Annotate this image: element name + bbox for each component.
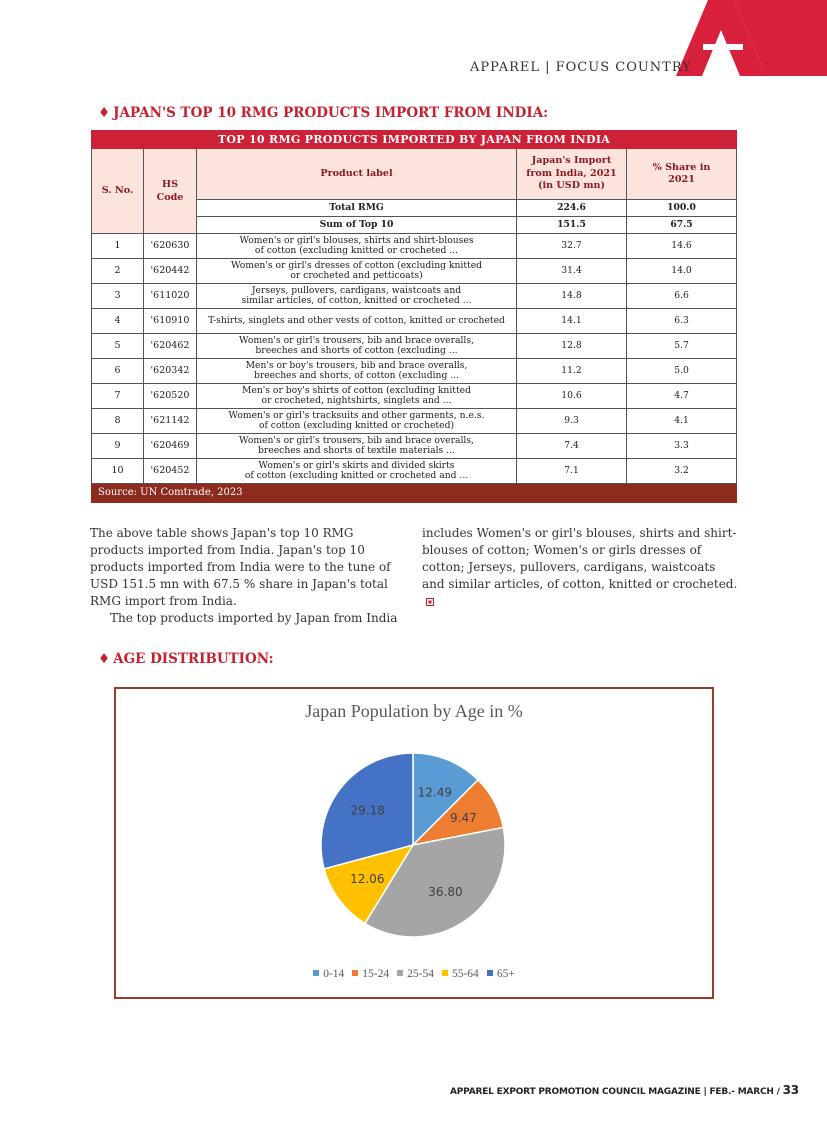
- summary-import: 151.5: [517, 217, 627, 234]
- cell-product: [197, 409, 517, 434]
- cell-sno: 2: [92, 259, 144, 284]
- product-line: of cotton (excluding knitted or crocheted): [258, 420, 455, 431]
- product-line: Men's or boy's shirts of cotton (excluding knitted: [242, 385, 471, 397]
- cell-hs: '620462: [144, 334, 197, 359]
- legend-label: 65+: [496, 968, 515, 980]
- cell-hs: '620442: [144, 259, 197, 284]
- cell-sno: 3: [92, 284, 144, 309]
- legend-label: 25-54: [407, 968, 434, 980]
- cell-share: 4.1: [627, 409, 737, 434]
- cell-import: 31.4: [517, 259, 627, 284]
- product-line: Women's or girl's dresses of cotton (excluding knitted: [230, 260, 483, 272]
- legend-label: 15-24: [362, 968, 390, 980]
- page-footer: [450, 1083, 799, 1097]
- heading-text: AGE DISTRIBUTION:: [113, 651, 274, 667]
- cell-hs: '611020: [144, 284, 197, 309]
- pie-svg: [116, 689, 712, 997]
- cell-sno: 5: [92, 334, 144, 359]
- table-row: [92, 334, 737, 359]
- legend-item: [352, 968, 389, 980]
- paragraph: [422, 525, 738, 610]
- pie-data-label: 9.47: [450, 811, 477, 826]
- legend-swatch: [487, 970, 493, 976]
- table-row: [92, 259, 737, 284]
- product-line: of cotton (excluding knitted or crocheted and ...: [244, 470, 469, 481]
- product-line: breeches and shorts of cotton (excluding ...: [255, 345, 458, 356]
- cell-share: 5.7: [627, 334, 737, 359]
- cell-share: 5.0: [627, 359, 737, 384]
- cell-import: 10.6: [517, 384, 627, 409]
- legend-swatch: [397, 970, 403, 976]
- table-row: [92, 309, 737, 334]
- section-label: APPAREL | FOCUS COUNTRY: [470, 60, 692, 75]
- pie-data-label: 12.06: [350, 872, 385, 887]
- pie-data-label: 12.49: [417, 785, 452, 800]
- cell-share: 6.6: [627, 284, 737, 309]
- cell-product: [197, 234, 517, 259]
- cell-product: [197, 284, 517, 309]
- footer-text: APPAREL EXPORT PROMOTION COUNCIL MAGAZINE | FEB.- MARCH /: [450, 1087, 780, 1097]
- cell-import: 7.1: [517, 459, 627, 484]
- cell-hs: '620469: [144, 434, 197, 459]
- product-line: similar articles, of cotton, knitted or crocheted ...: [241, 295, 472, 306]
- product-line: breeches and shorts, of cotton (excluding ...: [253, 370, 460, 381]
- col-header-share: % Share in 2021: [627, 149, 737, 200]
- cell-sno: 1: [92, 234, 144, 259]
- product-line: Men's or boy's trousers, bib and brace overalls,: [245, 360, 468, 372]
- cell-product: [197, 434, 517, 459]
- diamond-bullet-icon: ♦: [98, 105, 111, 121]
- cell-product: [197, 259, 517, 284]
- legend-label: 0-14: [323, 968, 345, 980]
- product-line: breeches and shorts of textile materials ...: [258, 445, 455, 456]
- chart-title: Japan Population by Age in %: [305, 701, 523, 721]
- summary-share: 67.5: [627, 217, 737, 234]
- cell-product: [197, 359, 517, 384]
- table-row: [92, 434, 737, 459]
- legend-swatch: [442, 970, 448, 976]
- summary-label: Sum of Top 10: [197, 217, 517, 234]
- summary-label: Total RMG: [197, 200, 517, 217]
- table-source: Source: UN Comtrade, 2023: [92, 484, 737, 503]
- page-number: 33: [782, 1083, 799, 1097]
- legend-item: [487, 968, 515, 980]
- table-row: [92, 359, 737, 384]
- legend-swatch: [352, 970, 358, 976]
- chart-legend: [116, 968, 712, 980]
- section-heading-age: [98, 651, 274, 667]
- cell-sno: 8: [92, 409, 144, 434]
- paragraph-text: includes Women's or girl's blouses, shirts and shirt-blouses of cotton; Women's or girls dresses of cotton; Jerseys, pullovers, cardigans, waistcoats and similar articles, of cotton, knitted or crocheted.: [422, 526, 738, 591]
- cell-sno: 7: [92, 384, 144, 409]
- pie-data-label: 29.18: [350, 803, 385, 818]
- rmg-table: [91, 130, 736, 503]
- cell-hs: '610910: [144, 309, 197, 334]
- table-row: [92, 234, 737, 259]
- table-title: TOP 10 RMG PRODUCTS IMPORTED BY JAPAN FROM INDIA: [92, 131, 737, 149]
- brand-logo-icon: [676, 0, 827, 76]
- summary-share: 100.0: [627, 200, 737, 217]
- cell-product: [197, 384, 517, 409]
- product-line: Women's or girl's trousers, bib and brace overalls,: [239, 435, 474, 447]
- legend-item: [442, 968, 479, 980]
- body-text-column-2: [422, 525, 738, 610]
- table-row: [92, 284, 737, 309]
- diamond-bullet-icon: ♦: [98, 651, 111, 667]
- col-header-import: Japan's Import from India, 2021 (in USD mn): [517, 149, 627, 200]
- legend-item: [313, 968, 344, 980]
- product-line: Women's or girl's blouses, shirts and shirt-blouses: [239, 235, 474, 247]
- col-header-product: Product label: [197, 149, 517, 200]
- table-row: [92, 409, 737, 434]
- cell-import: 11.2: [517, 359, 627, 384]
- legend-item: [397, 968, 434, 980]
- col-header-sno: S. No.: [92, 149, 144, 234]
- cell-product: [197, 459, 517, 484]
- age-pie-chart: [114, 687, 714, 999]
- col-header-hs: HS Code: [144, 149, 197, 234]
- product-line: Women's or girl's skirts and divided skirts: [258, 460, 455, 472]
- cell-share: 3.2: [627, 459, 737, 484]
- cell-share: 6.3: [627, 309, 737, 334]
- pie-data-label: 36.80: [428, 884, 463, 899]
- product-line: T-shirts, singlets and other vests of cotton, knitted or crocheted: [208, 315, 505, 327]
- paragraph: The top products imported by Japan from India: [110, 611, 398, 625]
- summary-import: 224.6: [517, 200, 627, 217]
- cell-hs: '620520: [144, 384, 197, 409]
- cell-import: 9.3: [517, 409, 627, 434]
- cell-product: [197, 334, 517, 359]
- legend-label: 55-64: [451, 968, 479, 980]
- table-row: [92, 384, 737, 409]
- end-mark-icon: [426, 598, 434, 606]
- cell-sno: 9: [92, 434, 144, 459]
- product-line: Women's or girl's tracksuits and other garments, n.e.s.: [228, 410, 485, 422]
- product-line: or crocheted, nightshirts, singlets and ...: [261, 395, 452, 406]
- cell-sno: 6: [92, 359, 144, 384]
- cell-share: 4.7: [627, 384, 737, 409]
- heading-text: JAPAN'S TOP 10 RMG PRODUCTS IMPORT FROM INDIA:: [113, 105, 549, 121]
- table-row: [92, 459, 737, 484]
- legend-swatch: [313, 970, 319, 976]
- product-line: of cotton (excluding knitted or crocheted ...: [254, 245, 459, 256]
- body-text-column-1: [90, 525, 406, 627]
- paragraph: The above table shows Japan's top 10 RMG products imported from India. Japan's top 10 products imported from India were to the tune of USD 151.5 mn with 67.5 % share in Japan's total RMG import from India.: [90, 526, 391, 608]
- cell-hs: '620452: [144, 459, 197, 484]
- cell-hs: '620342: [144, 359, 197, 384]
- cell-share: 3.3: [627, 434, 737, 459]
- cell-hs: '620630: [144, 234, 197, 259]
- product-line: Jerseys, pullovers, cardigans, waistcoats and: [251, 285, 462, 297]
- cell-import: 12.8: [517, 334, 627, 359]
- cell-share: 14.6: [627, 234, 737, 259]
- section-heading-top10: [98, 105, 548, 121]
- product-line: Women's or girl's trousers, bib and brace overalls,: [239, 335, 474, 347]
- cell-product: [197, 309, 517, 334]
- cell-sno: 10: [92, 459, 144, 484]
- cell-import: 14.8: [517, 284, 627, 309]
- cell-share: 14.0: [627, 259, 737, 284]
- cell-hs: '621142: [144, 409, 197, 434]
- cell-import: 14.1: [517, 309, 627, 334]
- product-line: or crocheted and petticoats): [290, 270, 423, 281]
- cell-import: 32.7: [517, 234, 627, 259]
- cell-sno: 4: [92, 309, 144, 334]
- cell-import: 7.4: [517, 434, 627, 459]
